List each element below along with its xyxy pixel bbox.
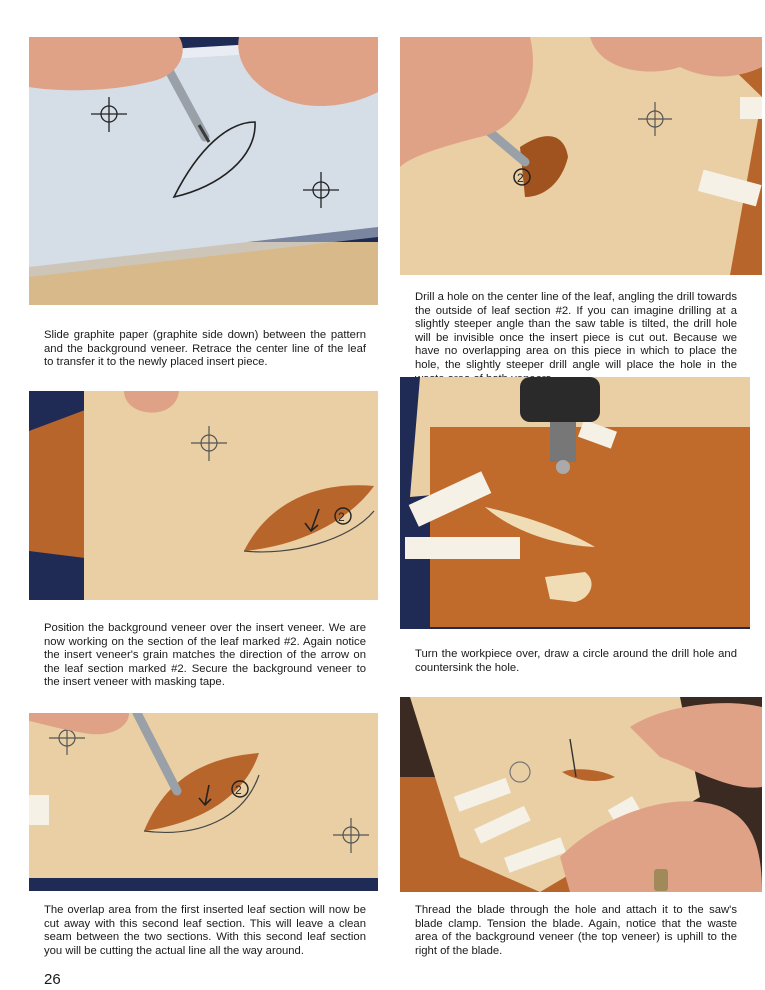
tape-strip	[740, 97, 762, 119]
countersink-illustration	[400, 377, 750, 629]
caption-step-2: Drill a hole on the center line of the leaf, angling the drill towards the outside of leaf section #2. If you can imagine drilling at a slightly steeper angle than the saw table is tilted, the drill hole will be invisible once the insert piece is cut out. Because we have no overlapping area on this piece in which to place the hole, the slightly steeper drill angle will place the hole in the	[415, 291, 737, 371]
photo-thread-blade	[400, 697, 762, 892]
page-number: 26	[44, 971, 61, 988]
caption-step-4: Turn the workpiece over, draw a circle around the drill hole and countersink the hole.	[415, 648, 737, 674]
tape-strip	[29, 795, 49, 825]
photo-countersink	[400, 377, 750, 629]
cutting-second-section-illustration	[29, 713, 378, 891]
drill-centerline-illustration	[400, 37, 762, 275]
section-number: 2	[517, 171, 524, 185]
veneer-overlay-illustration	[29, 391, 378, 600]
graphite-tracing-illustration	[29, 37, 378, 305]
photo-veneer-overlay	[29, 391, 378, 600]
section-number: 2	[338, 510, 345, 524]
caption-step-3: Position the background veneer over the insert veneer. We are now working on the section of the leaf marked #2. Again notice the insert veneer's grain matches the direction of the arrow on the leaf section marked #2. Secure the background veneer to the insert veneer with masking tape.	[44, 622, 366, 689]
section-number: 2	[235, 783, 242, 797]
photo-drill-centerline	[400, 37, 762, 275]
caption-step-1: Slide graphite paper (graphite side down) between the pattern and the background veneer. Retrace the center line of the leaf to transfer it to the newly placed insert piece.	[44, 329, 366, 369]
photo-graphite-tracing	[29, 37, 378, 305]
caption-step-5: The overlap area from the first inserted leaf section will now be cut away with this second leaf section. This will leave a clean seam between the two sections. With this second leaf section you will be cutting the actual line all the way around.	[44, 904, 366, 957]
tape-strip	[405, 537, 520, 559]
ring	[654, 869, 668, 891]
lower-cutout	[545, 572, 592, 602]
photo-cutting-second-section	[29, 713, 378, 891]
thread-blade-illustration	[400, 697, 762, 892]
caption-step-6: Thread the blade through the hole and attach it to the saw's blade clamp. Tension the blade. Again, notice that the waste area of the background veneer (the top veneer) is uphill to the right of the blade.	[415, 904, 737, 957]
